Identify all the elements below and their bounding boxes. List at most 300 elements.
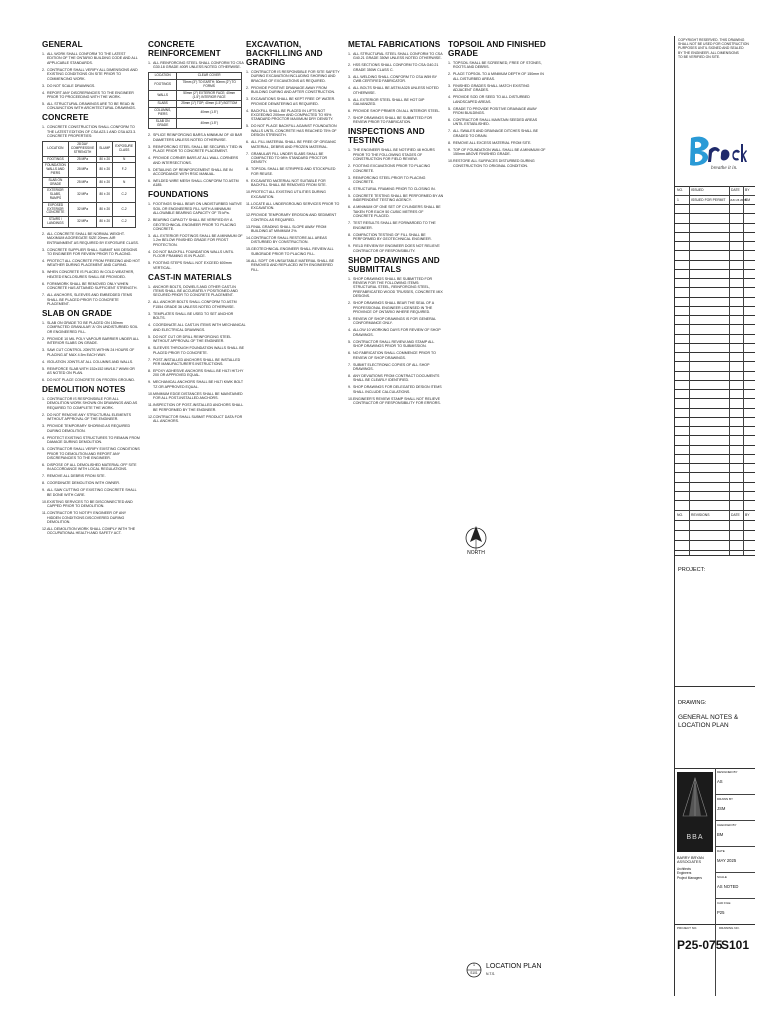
note-text: FOOTING EXCAVATIONS PRIOR TO PLACING CONCRETE.: [353, 164, 431, 173]
note-item: [148, 168, 246, 177]
note-item: [348, 194, 444, 203]
note-item: [42, 360, 140, 364]
note-text: PLACE TOPSOIL TO A MINIMUM DEPTH OF 150mm IN ALL DISTURBED AREAS.: [453, 72, 544, 81]
title-field-value: AS NOTED: [717, 884, 739, 889]
note-number: 11.: [148, 403, 153, 408]
note-text: ALLOW 10 WORKING DAYS FOR REVIEW OF SHOP DRAWINGS.: [353, 328, 441, 337]
note-text: EXCAVATIONS SHALL BE KEPT FREE OF WATER. PROVIDE DEWATERING AS REQUIRED.: [251, 97, 336, 106]
note-item: [448, 84, 548, 93]
note-number: 7.: [448, 129, 451, 134]
firm-name-line-2: ASSOCIATES: [677, 860, 701, 865]
note-text: THE ENGINEER SHALL BE NOTIFIED 48 HOURS PRIOR TO THE FOLLOWING STAGES OF CONSTRUCTION FOR FIELD REVIEW.: [353, 148, 435, 162]
note-item: [42, 424, 140, 433]
title-note-line: PURPOSES UNTIL SIGNED AND SEALED: [678, 46, 744, 51]
note-text: FOOTINGS SHALL BEAR ON UNDISTURBED NATIVE SOIL OR ENGINEERED FILL WITH A MINIMUM ALLOWABLE BEARING CAPACITY OF 75 kPa.: [153, 202, 242, 216]
note-item: [348, 233, 444, 242]
note-item: [148, 312, 246, 321]
note-number: 2.: [348, 164, 351, 169]
table-cell: 80 ± 20: [97, 202, 113, 216]
note-item: [42, 52, 140, 65]
note-text: EXISTING SERVICES TO BE DISCONNECTED AND CAPPED PRIOR TO DEMOLITION.: [47, 499, 133, 509]
table-header-cell: 28 DAY COMPRESSIVE STRENGTH: [68, 142, 96, 156]
note-item: [42, 91, 140, 100]
section-title-excavation: EXCAVATION, BACKFILLING AND GRADING: [246, 40, 323, 67]
note-item: [148, 415, 246, 424]
note-text: CONTRACTOR SHALL SUBMIT PRODUCT DATA FOR ALL ANCHORS.: [153, 414, 243, 423]
note-text: BACKFILL SHALL BE PLACED IN LIFTS NOT EXCEEDING 200mm AND COMPACTED TO 95% STANDARD PROCTOR MAXIMUM DRY DENSITY.: [251, 108, 334, 122]
table-cell: 25 MPa: [68, 163, 96, 177]
note-number: 7.: [246, 151, 249, 156]
note-item: [148, 285, 246, 298]
table-header-cell: LOCATION: [149, 73, 177, 80]
table-cell: FOUNDATION WALLS AND PIERS: [43, 163, 69, 177]
note-text: DO NOT PLACE BACKFILL AGAINST FOUNDATION WALLS UNTIL CONCRETE HAS REACHED 75% OF DESIGN STRENGTH.: [251, 124, 337, 138]
note-number: 8.: [246, 167, 249, 172]
note-text: ALL STRUCTURAL DRAWINGS ARE TO BE READ IN CONJUNCTION WITH ARCHITECTURAL DRAWINGS.: [47, 102, 136, 111]
note-text: BEARING CAPACITY SHALL BE VERIFIED BY A GEOTECHNICAL ENGINEER PRIOR TO PLACING CONCRETE.: [153, 218, 237, 232]
firm-line: Engineers: [677, 871, 692, 876]
note-number: 5.: [42, 366, 45, 371]
note-number: 9.: [448, 147, 451, 152]
note-text: FINAL GRADING SHALL SLOPE AWAY FROM BUILDING AT MINIMUM 2%.: [251, 224, 327, 233]
project-no-label: PROJECT NO.: [677, 926, 698, 930]
note-number: 7.: [348, 116, 351, 121]
note-item: [148, 335, 246, 344]
note-item: [42, 474, 140, 478]
note-text: PROTECT ALL CONCRETE FROM FREEZING AND HOT WEATHER DURING PLACEMENT AND CURING.: [47, 259, 140, 268]
excavation-notes: [246, 70, 342, 272]
concrete-notes: [42, 125, 140, 138]
note-item: [148, 145, 246, 154]
note-text: A MINIMUM OF ONE SET OF CYLINDERS SHALL BE TAKEN FOR EACH 50 CUBIC METRES OF CONCRETE PLACED.: [353, 205, 441, 219]
note-number: 1.: [42, 397, 45, 402]
note-number: 2.: [42, 336, 45, 341]
note-number: 9.: [348, 244, 351, 249]
foundation-notes: [148, 202, 246, 270]
note-item: [42, 282, 140, 291]
note-text: SLAB ON GRADE TO BE PLACED ON 150mm COMPACTED GRANULAR 'A' ON UNDISTURBED SOIL OR ENGINEERED FILL.: [47, 321, 138, 334]
note-number: 5.: [148, 334, 151, 339]
note-number: 11.: [42, 511, 47, 516]
note-item: [42, 527, 140, 536]
note-item: [42, 481, 140, 485]
note-item: [448, 129, 548, 138]
note-item: [348, 221, 444, 230]
note-text: CONTRACTOR TO NOTIFY ENGINEER OF ANY HIDDEN CONDITIONS DISCOVERED DURING DEMOLITION.: [47, 511, 127, 524]
note-number: 1.: [448, 61, 451, 65]
note-item: [246, 179, 342, 188]
note-text: SHOP DRAWINGS SHALL BEAR THE SEAL OF A PROFESSIONAL ENGINEER LICENSED IN THE PROVINCE OF ONTARIO WHERE REQUIRED.: [353, 301, 434, 314]
note-text: ALL CONCRETE SHALL BE NORMAL WEIGHT. MAXIMUM AGGREGATE SIZE 20mm. AIR ENTRAINMENT AS REQUIRED BY EXPOSURE CLASS.: [47, 231, 139, 245]
note-text: INSPECTION OF POST-INSTALLED ANCHORS SHALL BE PERFORMED BY THE ENGINEER.: [153, 403, 244, 412]
issue-by: BM: [745, 198, 751, 202]
note-number: 4.: [348, 86, 351, 91]
note-item: [42, 378, 140, 382]
location-plan-title: [466, 960, 586, 982]
title-field-value: JSM: [717, 806, 726, 811]
note-text: ANCHOR BOLTS, DOWELS AND OTHER CAST-IN ITEMS SHALL BE ACCURATELY POSITIONED AND SECURED PRIOR TO CONCRETE PLACEMENT.: [153, 284, 238, 298]
note-number: 5.: [448, 106, 451, 111]
note-number: 4.: [246, 108, 249, 113]
note-number: 1.: [148, 202, 151, 207]
note-text: DO NOT REMOVE ANY STRUCTURAL ELEMENTS WITHOUT APPROVAL OF THE ENGINEER.: [47, 412, 132, 422]
table-cell: STAIRS / LANDINGS: [43, 217, 69, 228]
note-number: 6.: [42, 378, 45, 383]
note-item: [246, 152, 342, 165]
note-text: SPLICE REINFORCING BARS A MINIMUM OF 40 BAR DIAMETERS UNLESS NOTED OTHERWISE.: [153, 133, 243, 142]
note-number: 1.: [246, 70, 249, 74]
note-text: PROVIDE POSITIVE DRAINAGE AWAY FROM BUILDING DURING AND AFTER CONSTRUCTION.: [251, 85, 336, 95]
note-number: 15.: [246, 247, 251, 252]
note-text: REINFORCING STEEL SHALL BE SECURELY TIED IN PLACE PRIOR TO CONCRETE PLACEMENT.: [153, 144, 243, 154]
section-title-general: GENERAL: [42, 40, 83, 49]
note-number: 2.: [148, 133, 151, 138]
note-number: 5.: [42, 447, 45, 452]
note-item: [348, 176, 444, 185]
note-number: 2.: [448, 72, 451, 77]
table-cell: 25 MPa: [68, 177, 96, 188]
table-cell: FOOTINGS: [149, 80, 177, 91]
note-text: LOCATE ALL UNDERGROUND SERVICES PRIOR TO EXCAVATION.: [251, 201, 340, 211]
note-item: [42, 447, 140, 460]
note-number: 3.: [42, 348, 45, 353]
project-number: P25-075: [677, 938, 723, 952]
note-text: PROTECT EXISTING STRUCTURES TO REMAIN FROM DAMAGE DURING DEMOLITION.: [47, 435, 140, 445]
note-number: 6.: [348, 109, 351, 114]
note-item: [148, 392, 246, 401]
note-text: SHOP DRAWINGS FOR DELEGATED DESIGN ITEMS SHALL INCLUDE CALCULATIONS.: [353, 385, 442, 394]
note-text: ANY DEVIATIONS FROM CONTRACT DOCUMENTS SHALL BE CLEARLY IDENTIFIED.: [353, 373, 440, 383]
note-number: 3.: [246, 97, 249, 102]
rev-header-by: BY: [745, 513, 750, 517]
note-number: 12.: [148, 414, 153, 419]
note-text: PROTECT ALL EXISTING UTILITIES DURING EXCAVATION.: [251, 190, 326, 199]
note-number: 1.: [148, 284, 151, 289]
note-text: SAW CUT CONTROL JOINTS WITHIN 24 HOURS OF PLACING AT MAX 4.5m EACH WAY.: [47, 348, 135, 357]
note-item: [42, 270, 140, 279]
note-text: ENGINEER'S REVIEW STAMP SHALL NOT RELIEVE CONTRACTOR OF RESPONSIBILITY FOR ERRORS.: [353, 396, 441, 406]
note-item: [448, 141, 548, 145]
note-item: [148, 218, 246, 231]
note-text: ALL BOLTS SHALL BE ASTM A325 UNLESS NOTED OTHERWISE.: [353, 86, 439, 95]
note-item: [148, 346, 246, 355]
firm-line: Project Managers: [677, 875, 702, 880]
note-text: DO NOT PLACE CONCRETE ON FROZEN GROUND.: [47, 378, 135, 383]
note-number: 4.: [448, 95, 451, 100]
note-text: ALL SOFT OR UNSUITABLE MATERIAL SHALL BE REMOVED AND REPLACED WITH ENGINEERED FILL.: [251, 258, 335, 272]
table-cell: 80 ± 20: [97, 163, 113, 177]
title-field-label: CAD FILE: [717, 901, 731, 905]
table-cell: WALLS: [149, 90, 177, 101]
note-item: [348, 116, 444, 125]
drawing-title-line-2: LOCATION PLAN: [678, 722, 729, 729]
title-field: [715, 846, 755, 873]
title-field-value: MAY 2025: [717, 858, 737, 863]
note-text: CONCRETE TESTING SHALL BE PERFORMED BY AN INDEPENDENT TESTING AGENCY.: [353, 194, 444, 203]
note-text: ALL STRUCTURAL STEEL SHALL CONFORM TO CSA G40.21 GRADE 350W UNLESS NOTED OTHERWISE.: [353, 52, 443, 61]
issue-header-issued: ISSUED: [691, 188, 704, 192]
note-text: CONCRETE SUPPLIER SHALL SUBMIT MIX DESIGNS TO ENGINEER FOR REVIEW PRIOR TO PLACING.: [47, 247, 138, 257]
note-item: [148, 234, 246, 247]
drawing-no-label: DRAWING NO.: [719, 926, 740, 930]
note-item: [246, 70, 342, 83]
table-cell: 25 MPa: [68, 156, 96, 163]
note-item: [246, 167, 342, 176]
title-note-line: TO BE VERIFIED ON SITE.: [678, 54, 721, 59]
inspection-notes: [348, 148, 444, 252]
table-cell: 50mm (2") EXTERIOR FACE; 40mm (1.5") INTERIOR FACE: [177, 90, 242, 101]
title-note-line: SHALL NOT BE USED FOR CONSTRUCTION: [678, 42, 749, 47]
note-text: MECHANICAL ANCHORS SHALL BE HILTI KWIK BOLT TZ OR APPROVED EQUAL.: [153, 380, 243, 389]
bba-logo: [677, 772, 713, 852]
note-number: 3.: [148, 311, 151, 316]
note-item: [42, 68, 140, 81]
note-item: [246, 97, 342, 106]
note-text: PROVIDE TEMPORARY SHORING AS REQUIRED DURING DEMOLITION.: [47, 424, 131, 433]
note-text: HSS SECTIONS SHALL CONFORM TO CSA G40.21 GRADE 350W CLASS C.: [353, 63, 439, 72]
note-item: [148, 261, 246, 270]
note-number: 14.: [246, 235, 251, 240]
note-item: [246, 236, 342, 245]
note-item: [148, 380, 246, 389]
note-number: 1.: [148, 61, 151, 65]
issue-header-date: DATE: [731, 188, 740, 192]
note-number: 3.: [42, 247, 45, 252]
note-text: CONTRACTOR IS RESPONSIBLE FOR SITE SAFETY DURING EXCAVATION INCLUDING SHORING AND BRACING OF EXCAVATIONS AS REQUIRED.: [251, 70, 340, 83]
issue-header-no: NO.: [677, 188, 684, 192]
note-text: DO NOT BACKFILL FOUNDATION WALLS UNTIL FLOOR FRAMING IS IN PLACE.: [153, 249, 234, 259]
note-number: 10.: [246, 190, 251, 195]
table-cell: 25mm (1") TOP; 40mm (1.5") BOTTOM: [177, 101, 242, 108]
table-row: [149, 108, 242, 119]
note-number: 8.: [348, 232, 351, 237]
note-text: PROVIDE SHOP PRIMER ON ALL INTERIOR STEEL.: [353, 109, 441, 114]
firm-line: Architects: [677, 866, 691, 871]
concrete-properties-table: [42, 141, 136, 228]
note-item: [448, 95, 548, 104]
concrete-notes-more: [42, 232, 140, 307]
note-item: [246, 202, 342, 211]
title-field-value: AS: [717, 779, 723, 784]
title-block: [674, 36, 755, 996]
note-item: [42, 367, 140, 376]
note-text: ALL FILL MATERIAL SHALL BE FREE OF ORGANIC MATERIAL, DEBRIS AND FROZEN MATERIAL.: [251, 140, 337, 149]
table-cell: 80 ± 20: [97, 188, 113, 202]
note-text: CONTRACTOR SHALL REVIEW AND STAMP ALL SHOP DRAWINGS PRIOR TO SUBMISSION.: [353, 339, 435, 349]
section-title-reinforcement: CONCRETE REINFORCEMENT: [148, 40, 221, 58]
note-number: 7.: [348, 221, 351, 226]
notes-area: [38, 36, 754, 996]
table-cell: SLAB ON GRADE: [149, 118, 177, 129]
note-text: TOP OF FOUNDATION WALL SHALL BE A MINIMUM OF 150mm ABOVE FINISHED GRADE.: [453, 147, 546, 157]
note-item: [246, 109, 342, 122]
note-number: 4.: [348, 187, 351, 192]
title-field-label: SCALE: [717, 875, 727, 879]
note-item: [448, 118, 548, 127]
column-2: [148, 40, 246, 426]
table-row: [43, 202, 136, 216]
table-cell: 80 ± 20: [97, 156, 113, 163]
note-item: [348, 328, 444, 337]
note-text: ALL REINFORCING STEEL SHALL CONFORM TO CSA G30.18 GRADE 400R UNLESS NOTED OTHERWISE.: [153, 61, 244, 70]
note-number: 1.: [348, 276, 351, 281]
drawing-title: [678, 714, 738, 730]
note-item: [348, 52, 444, 61]
table-cell: 75mm (3") TO EARTH; 50mm (2") TO FORMS: [177, 80, 242, 91]
note-text: DO NOT SCALE DRAWINGS.: [47, 83, 96, 88]
note-item: [42, 321, 140, 334]
note-text: PROVIDE SOD OR SEED TO ALL DISTURBED LANDSCAPED AREAS.: [453, 95, 530, 104]
table-cell: C-2: [113, 202, 136, 216]
note-text: CONTRACTOR SHALL RESTORE ALL AREAS DISTURBED BY CONSTRUCTION.: [251, 235, 327, 245]
section-title-foundations: FOUNDATIONS: [148, 190, 209, 200]
note-text: CONTRACTOR SHALL MAINTAIN SEEDED AREAS UNTIL ESTABLISHED.: [453, 118, 538, 127]
topsoil-notes: [448, 61, 548, 168]
note-number: 6.: [42, 281, 45, 286]
north-label: NORTH: [467, 550, 485, 556]
brand-tagline: breathe it in.: [711, 165, 738, 171]
title-field: [715, 898, 755, 925]
title-field-value: BM: [717, 832, 724, 837]
table-row: [43, 217, 136, 228]
table-header-cell: EXPOSURE CLASS: [113, 142, 136, 156]
note-number: 10.: [348, 396, 353, 401]
note-item: [148, 156, 246, 165]
note-number: 7.: [42, 293, 45, 298]
note-number: 5.: [42, 270, 45, 275]
note-text: NO FABRICATION SHALL COMMENCE PRIOR TO REVIEW OF SHOP DRAWINGS.: [353, 351, 436, 360]
note-item: [42, 84, 140, 88]
note-item: [148, 369, 246, 378]
note-text: REPORT ANY DISCREPANCIES TO THE ENGINEER PRIOR TO PROCEEDING WITH THE WORK.: [47, 90, 134, 100]
note-item: [42, 293, 140, 306]
note-text: COORDINATE DEMOLITION WITH OWNER.: [47, 481, 121, 486]
note-item: [348, 148, 444, 161]
note-text: GRANULAR FILL UNDER SLABS SHALL BE COMPACTED TO 98% STANDARD PROCTOR DENSITY.: [251, 151, 328, 165]
note-number: 3.: [148, 234, 151, 239]
note-text: REVIEW OF SHOP DRAWINGS IS FOR GENERAL CONFORMANCE ONLY.: [353, 316, 436, 326]
note-number: 2.: [246, 85, 249, 90]
table-header-cell: CLEAR COVER: [177, 73, 242, 80]
firm-disciplines: [677, 867, 713, 880]
note-number: 4.: [148, 156, 151, 161]
note-text: FOOTING STEPS SHALL NOT EXCEED 600mm VERTICAL.: [153, 261, 232, 270]
note-number: 10.: [148, 391, 153, 396]
table-cell: 32 MPa: [68, 188, 96, 202]
note-text: ALL ANCHOR BOLTS SHALL CONFORM TO ASTM F1554 GRADE 36 UNLESS NOTED OTHERWISE.: [153, 300, 237, 309]
project-label: PROJECT:: [678, 567, 706, 573]
table-header-row: [149, 73, 242, 80]
note-text: SLEEVES THROUGH FOUNDATION WALLS SHALL BE PLACED PRIOR TO CONCRETE.: [153, 346, 245, 355]
note-item: [148, 323, 246, 332]
note-number: 9.: [246, 178, 249, 183]
note-number: 6.: [348, 351, 351, 356]
note-number: 8.: [448, 140, 451, 145]
note-number: 10.: [448, 159, 453, 164]
note-item: [448, 148, 548, 157]
note-text: ALL SAW CUTTING OF EXISTING CONCRETE SHALL BE DONE WITH CARE.: [47, 488, 137, 497]
note-number: 3.: [348, 175, 351, 180]
north-arrow-icon: [464, 524, 488, 564]
note-text: FORMWORK SHALL BE REMOVED ONLY WHEN CONCRETE HAS ATTAINED SUFFICIENT STRENGTH.: [47, 281, 138, 291]
note-item: [148, 61, 246, 70]
detail-tag-sheet: S101: [470, 971, 478, 975]
note-text: TOPSOIL SHALL BE SCREENED, FREE OF STONES, ROOTS AND DEBRIS.: [453, 61, 542, 70]
section-title-concrete: CONCRETE: [42, 113, 89, 123]
note-item: [348, 363, 444, 372]
table-cell: F-2: [113, 163, 136, 177]
note-item: [42, 511, 140, 524]
title-fields: [715, 768, 755, 924]
note-item: [448, 107, 548, 116]
note-item: [42, 125, 140, 138]
note-number: 1.: [348, 52, 351, 56]
note-item: [42, 488, 140, 497]
table-cell: SLABS: [149, 101, 177, 108]
note-number: 1.: [348, 148, 351, 153]
note-item: [148, 133, 246, 142]
title-field: [715, 820, 755, 847]
table-cell: 40mm (1.5"): [177, 118, 242, 129]
rev-header-date: DATE: [731, 513, 740, 517]
table-header-cell: SLUMP: [97, 142, 113, 156]
note-item: [42, 397, 140, 410]
note-number: 7.: [348, 362, 351, 367]
note-number: 5.: [246, 124, 249, 129]
note-item: [348, 397, 444, 406]
table-cell: N: [113, 156, 136, 163]
table-cell: EXTERIOR SLABS, RAMPS: [43, 188, 69, 202]
note-text: WHEN CONCRETE IS PLACED IN COLD WEATHER, HEATED ENCLOSURES SHALL BE PROVIDED.: [47, 270, 135, 279]
note-item: [348, 374, 444, 383]
table-cell: 32 MPa: [68, 217, 96, 228]
issue-desc: ISSUED FOR PERMIT: [691, 198, 726, 202]
note-text: CONTRACTOR IS RESPONSIBLE FOR ALL DEMOLITION WORK SHOWN ON DRAWINGS AND AS REQUIRED TO COMPLETE THE WORK.: [47, 397, 138, 410]
note-text: ALL WORK SHALL CONFORM TO THE LATEST EDITION OF THE ONTARIO BUILDING CODE AND ALL APPLICABLE STANDARDS.: [47, 52, 138, 65]
note-item: [148, 403, 246, 412]
note-number: 4.: [148, 249, 151, 254]
note-item: [246, 124, 342, 137]
note-text: POST-INSTALLED ANCHORS SHALL BE INSTALLED PER MANUFACTURER'S INSTRUCTIONS.: [153, 357, 241, 366]
note-item: [42, 500, 140, 509]
note-number: 13.: [246, 224, 251, 229]
note-text: CONTRACTOR SHALL VERIFY EXISTING CONDITIONS PRIOR TO DEMOLITION AND REPORT ANY DISCREPANCIES TO THE ENGINEER.: [47, 447, 140, 460]
column-3: [246, 40, 342, 275]
title-field-label: DESIGNED BY: [717, 770, 738, 774]
note-item: [246, 247, 342, 256]
note-item: [348, 244, 444, 253]
note-item: [246, 225, 342, 234]
note-item: [42, 248, 140, 257]
note-item: [42, 102, 140, 111]
note-text: CONTRACTOR SHALL VERIFY ALL DIMENSIONS AND EXISTING CONDITIONS ON SITE PRIOR TO COMMENCING WORK.: [47, 67, 138, 81]
note-text: COORDINATE ALL CAST-IN ITEMS WITH MECHANICAL AND ELECTRICAL DRAWINGS.: [153, 323, 246, 332]
drawing-label: DRAWING:: [678, 700, 707, 706]
note-number: 9.: [348, 385, 351, 390]
table-header-cell: LOCATION: [43, 142, 69, 156]
note-number: 3.: [42, 424, 45, 429]
note-item: [246, 140, 342, 149]
note-text: GEOTECHNICAL ENGINEER SHALL REVIEW ALL SUBGRADE PRIOR TO PLACING FILL.: [251, 247, 334, 256]
note-text: FINISHED GRADES SHALL MATCH EXISTING ADJACENT GRADES.: [453, 83, 530, 93]
note-number: 6.: [246, 140, 249, 145]
title-note-line: BY THE ENGINEER. ALL DIMENSIONS: [678, 50, 739, 55]
column-1: [42, 40, 140, 538]
note-item: [348, 351, 444, 360]
note-item: [348, 340, 444, 349]
note-item: [42, 232, 140, 245]
note-number: 5.: [348, 339, 351, 344]
